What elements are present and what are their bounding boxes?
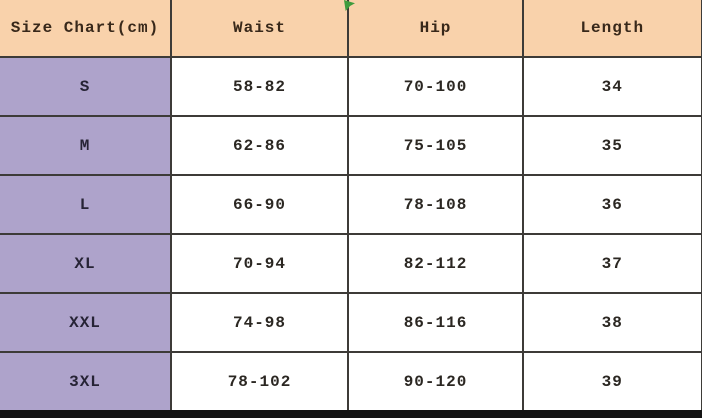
header-cell-waist: Waist [171,0,348,57]
size-cell: L [0,175,171,234]
length-cell: 38 [523,293,702,352]
table-header-row [0,0,702,57]
hip-cell: 90-120 [348,352,523,411]
waist-cell: 58-82 [171,57,348,116]
table-row-3xl [0,352,702,411]
size-cell: 3XL [0,352,171,411]
hip-cell: 75-105 [348,116,523,175]
hip-cell: 82-112 [348,234,523,293]
size-cell: S [0,57,171,116]
table-row-xl [0,234,702,293]
waist-cell: 62-86 [171,116,348,175]
header-cell-size-chart: Size Chart(cm) [0,0,171,57]
table-row-m [0,116,702,175]
hip-cell: 70-100 [348,57,523,116]
table-row-s [0,57,702,116]
hip-cell: 86-116 [348,293,523,352]
waist-cell: 74-98 [171,293,348,352]
size-cell: XXL [0,293,171,352]
length-cell: 36 [523,175,702,234]
length-cell: 34 [523,57,702,116]
waist-cell: 66-90 [171,175,348,234]
length-cell: 39 [523,352,702,411]
length-cell: 35 [523,116,702,175]
table-row-l [0,175,702,234]
hip-cell: 78-108 [348,175,523,234]
table-row-xxl [0,293,702,352]
header-cell-length: Length [523,0,702,57]
size-cell: M [0,116,171,175]
size-cell: XL [0,234,171,293]
table-bottom-border [0,410,702,418]
waist-cell: 70-94 [171,234,348,293]
waist-cell: 78-102 [171,352,348,411]
length-cell: 37 [523,234,702,293]
header-cell-hip: Hip [348,0,523,57]
